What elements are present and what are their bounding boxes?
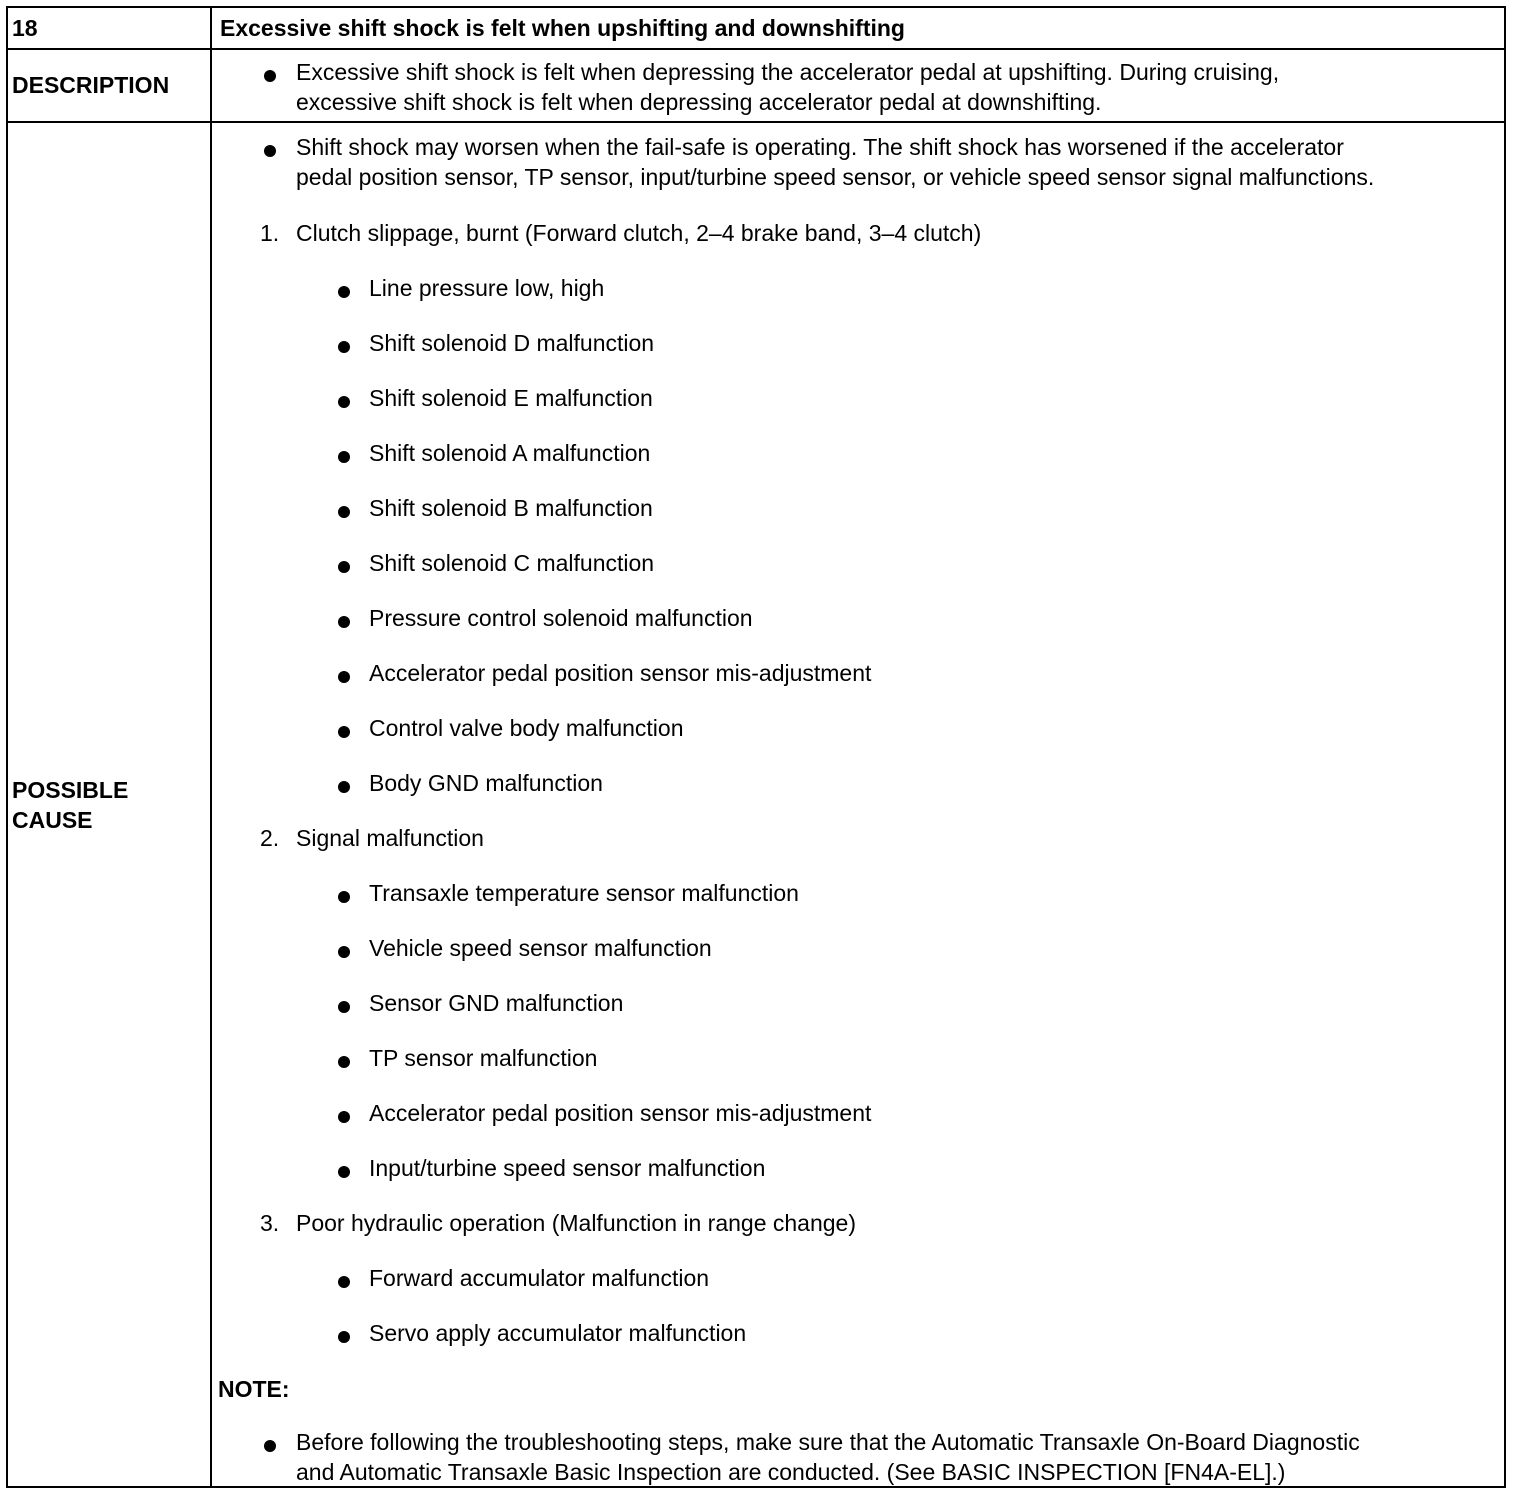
bullet-icon — [338, 1056, 350, 1068]
bullet-icon — [338, 1111, 350, 1123]
bullet-icon — [264, 145, 276, 157]
bullet-icon — [338, 616, 350, 628]
cause-item: Accelerator pedal position sensor mis-adjustment — [369, 1100, 872, 1126]
group-number: 1. — [260, 220, 280, 246]
item-title: Excessive shift shock is felt when upshifting and downshifting — [220, 14, 905, 41]
description-line-1: Excessive shift shock is felt when depressing the accelerator pedal at upshifting. During cruising, — [296, 59, 1280, 85]
note-line-2: and Automatic Transaxle Basic Inspection are conducted. (See BASIC INSPECTION [FN4A-EL].) — [296, 1459, 1286, 1485]
cause-item: Shift solenoid E malfunction — [369, 385, 653, 411]
cause-item: Input/turbine speed sensor malfunction — [369, 1155, 766, 1181]
bullet-icon — [338, 726, 350, 738]
bullet-icon — [338, 946, 350, 958]
intro-line-1: Shift shock may worsen when the fail-safe is operating. The shift shock has worsened if the accelerator — [296, 134, 1344, 160]
cause-item: Body GND malfunction — [369, 770, 603, 796]
description-cell — [212, 50, 1504, 121]
note-label: NOTE: — [218, 1376, 290, 1402]
cause-item: Forward accumulator malfunction — [369, 1265, 710, 1291]
bullet-icon — [338, 891, 350, 903]
possible-cause-row — [8, 123, 1504, 1486]
possible-cause-label — [8, 123, 212, 1486]
group-number: 2. — [260, 825, 280, 851]
possible-cause-cell — [212, 123, 1504, 1486]
bullet-icon — [338, 396, 350, 408]
description-row — [8, 50, 1504, 123]
intro-line-2: pedal position sensor, TP sensor, input/turbine speed sensor, or vehicle speed sensor signal malfunctions. — [296, 164, 1375, 190]
bullet-icon — [338, 561, 350, 573]
cause-item: Control valve body malfunction — [369, 715, 684, 741]
bullet-icon — [338, 1276, 350, 1288]
cause-item: Line pressure low, high — [369, 275, 605, 301]
cause-item: Shift solenoid A malfunction — [369, 440, 651, 466]
bullet-icon — [338, 1166, 350, 1178]
cause-item: Accelerator pedal position sensor mis-adjustment — [369, 660, 872, 686]
bullet-icon — [338, 671, 350, 683]
cause-item: Shift solenoid B malfunction — [369, 495, 653, 521]
bullet-icon — [338, 286, 350, 298]
cause-item: Pressure control solenoid malfunction — [369, 605, 753, 631]
possible-cause-label-line-1: POSSIBLE — [12, 776, 129, 803]
cause-item: TP sensor malfunction — [369, 1045, 598, 1071]
bullet-icon — [338, 1001, 350, 1013]
description-label: DESCRIPTION — [8, 50, 212, 121]
header-row — [8, 8, 1504, 50]
possible-cause-label-line-2: CAUSE — [12, 806, 93, 833]
group-title: Signal malfunction — [296, 825, 484, 851]
bullet-icon — [264, 1440, 276, 1452]
note-line-1: Before following the troubleshooting steps, make sure that the Automatic Transaxle On-Board Diagnostic — [296, 1429, 1360, 1455]
cause-item: Transaxle temperature sensor malfunction — [369, 880, 799, 906]
cause-item: Shift solenoid D malfunction — [369, 330, 655, 356]
bullet-icon — [338, 451, 350, 463]
cause-item: Servo apply accumulator malfunction — [369, 1320, 747, 1346]
cause-item: Shift solenoid C malfunction — [369, 550, 655, 576]
group-title: Poor hydraulic operation (Malfunction in range change) — [296, 1210, 856, 1236]
group-number: 3. — [260, 1210, 280, 1236]
cause-item: Vehicle speed sensor malfunction — [369, 935, 712, 961]
item-number: 18 — [8, 8, 212, 48]
group-title: Clutch slippage, burnt (Forward clutch, 2–4 brake band, 3–4 clutch) — [296, 220, 982, 246]
bullet-icon — [338, 506, 350, 518]
cause-item: Sensor GND malfunction — [369, 990, 624, 1016]
bullet-icon — [338, 781, 350, 793]
bullet-icon — [338, 341, 350, 353]
troubleshooting-table — [6, 6, 1506, 1488]
bullet-icon — [338, 1331, 350, 1343]
description-line-2: excessive shift shock is felt when depressing accelerator pedal at downshifting. — [296, 89, 1102, 115]
bullet-icon — [264, 70, 276, 82]
